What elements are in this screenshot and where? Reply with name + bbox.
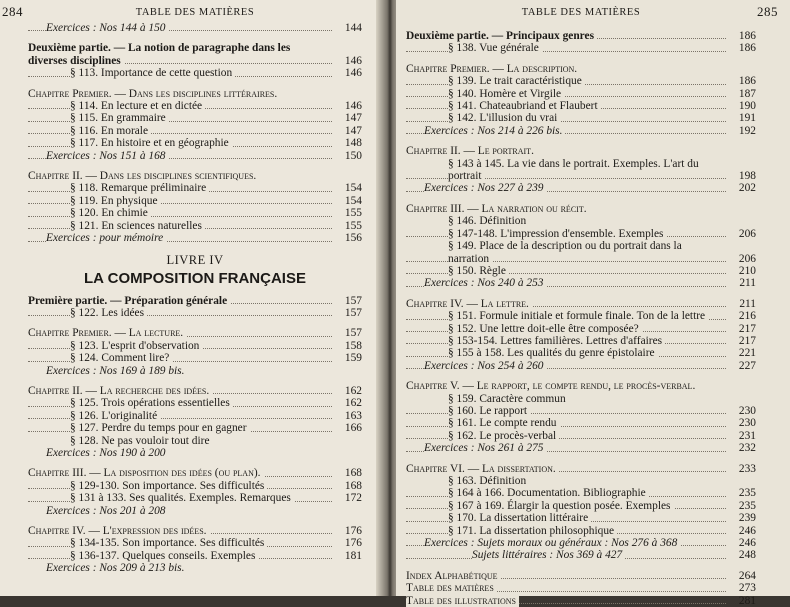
entry-page-number: 162 xyxy=(344,397,362,410)
entry-page-number: 230 xyxy=(738,404,756,417)
toc-exercises-entry xyxy=(28,505,362,517)
entry-page-number: 146 xyxy=(344,67,362,80)
entry-page-number: 146 xyxy=(344,54,362,67)
entry-page-number: 221 xyxy=(738,347,756,360)
entry-title: § 131 à 133. Ses qualités. Exemples. Remarques xyxy=(70,492,294,504)
entry-title: Chapitre V. — Le rapport, le compte rendu, le procès-verbal. xyxy=(406,380,698,392)
entry-page-number: 235 xyxy=(738,499,756,512)
entry-title: Exercices : Nos 254 à 260 xyxy=(424,360,546,372)
entry-title: Deuxième partie. — La notion de paragraphe dans les diverses disciplines xyxy=(28,42,291,67)
toc-section-entry xyxy=(28,352,362,364)
entry-title: § 149. Place de la description ou du portrait dans la narration xyxy=(448,240,682,265)
toc-part-entry xyxy=(28,295,362,307)
toc-section-entry xyxy=(406,335,756,347)
entry-page-number: 210 xyxy=(738,264,756,277)
toc-section-entry xyxy=(28,67,362,79)
entry-title: § 159. Caractère commun xyxy=(448,393,569,405)
entry-title: Première partie. — Préparation générale xyxy=(28,295,230,307)
entry-page-number: 230 xyxy=(738,417,756,430)
entry-title: Chapitre II. — La recherche des idées. xyxy=(28,385,212,397)
entry-title: § 117. En histoire et en géographie xyxy=(70,137,232,149)
toc-section-entry xyxy=(406,42,756,54)
toc-exercises-entry xyxy=(406,277,756,289)
entry-page-number: 202 xyxy=(738,182,756,195)
toc-section-entry xyxy=(406,215,756,227)
entry-title: Deuxième partie. — Principaux genres xyxy=(406,30,597,42)
entry-page-number: 157 xyxy=(344,306,362,319)
toc-section-entry xyxy=(406,112,756,124)
entry-page-number: 168 xyxy=(344,479,362,492)
entry-title: Exercices : Nos 261 à 275 xyxy=(424,442,546,454)
entry-title: Index Alphabétique xyxy=(406,570,501,582)
entry-title: § 129-130. Son importance. Ses difficultés xyxy=(70,480,267,492)
toc-section-entry xyxy=(28,100,362,112)
entry-page-number: 154 xyxy=(344,182,362,195)
entry-title: Exercices : Nos 201 à 208 xyxy=(46,505,168,517)
entry-page-number: 232 xyxy=(738,442,756,455)
toc-chapter-entry xyxy=(406,380,756,392)
toc-section-entry xyxy=(28,410,362,422)
entry-title: § 138. Vue générale xyxy=(448,42,542,54)
entry-page-number: 186 xyxy=(738,30,756,42)
entry-page-number: 157 xyxy=(344,294,362,307)
toc-chapter-entry xyxy=(406,203,756,215)
entry-title: Table des matières xyxy=(406,582,497,594)
entry-title: § 118. Remarque préliminaire xyxy=(70,182,209,194)
entry-page-number: 181 xyxy=(344,549,362,562)
entry-title: Chapitre III. — La disposition des idées (ou plan). xyxy=(28,467,264,479)
toc-chapter-entry xyxy=(406,582,756,594)
toc-exercises-entry xyxy=(28,365,362,377)
entry-page-number: 217 xyxy=(738,322,756,335)
entry-page-number: 186 xyxy=(738,75,756,88)
entry-page-number: 155 xyxy=(344,219,362,232)
entry-title: Chapitre IV. — L'expression des idées. xyxy=(28,525,210,537)
toc-section-entry xyxy=(406,265,756,277)
entry-title: § 115. En grammaire xyxy=(70,112,169,124)
toc-section-entry xyxy=(28,397,362,409)
toc-section-entry xyxy=(28,340,362,352)
toc-exercises-entry xyxy=(406,537,756,549)
entry-page-number: 150 xyxy=(344,149,362,162)
toc-part-entry xyxy=(406,30,756,42)
toc-exercises-entry xyxy=(406,360,756,372)
entry-page-number: 155 xyxy=(344,207,362,220)
entry-title: Exercices : Nos 227 à 239 xyxy=(424,182,546,194)
entry-page-number: 211 xyxy=(739,277,756,290)
entry-page-number: 172 xyxy=(344,492,362,505)
toc-section-entry xyxy=(406,417,756,429)
entry-title: § 124. Comment lire? xyxy=(70,352,172,364)
entry-title: Exercices : Nos 144 à 150 xyxy=(46,22,168,34)
entry-title: Exercices : Sujets moraux ou généraux : Nos 276 à 368 xyxy=(424,537,680,549)
entry-page-number: 248 xyxy=(738,549,756,562)
entry-title: § 116. En morale xyxy=(70,125,151,137)
entry-page-number: 216 xyxy=(738,310,756,323)
toc-exercises-entry xyxy=(406,182,756,194)
toc-exercises-entry xyxy=(28,562,362,574)
entry-title: § 152. Une lettre doit-elle être composée? xyxy=(448,323,642,335)
toc-section-entry xyxy=(406,158,756,183)
entry-page-number: 239 xyxy=(738,512,756,525)
entry-page-number: 281 xyxy=(738,594,756,607)
toc-chapter-entry xyxy=(28,327,362,339)
toc-section-entry xyxy=(28,125,362,137)
entry-title: Chapitre Premier. — La lecture. xyxy=(28,327,186,339)
entry-page-number: 206 xyxy=(738,252,756,265)
entry-title: Chapitre II. — Le portrait. xyxy=(406,145,537,157)
toc-section-entry xyxy=(28,207,362,219)
entry-title: § 121. En sciences naturelles xyxy=(70,220,205,232)
right-page xyxy=(396,0,790,607)
left-page xyxy=(0,0,384,596)
entry-title: § 167 à 169. Élargir la question posée. Exemples xyxy=(448,500,674,512)
toc-exercises-entry xyxy=(28,150,362,162)
toc-section-entry xyxy=(406,347,756,359)
toc-section-entry xyxy=(28,137,362,149)
right-page-number: 285 xyxy=(757,4,778,19)
entry-title: § 127. Perdre du temps pour en gagner xyxy=(70,422,250,434)
toc-chapter-entry xyxy=(28,385,362,397)
toc-part-entry xyxy=(28,42,362,67)
entry-page-number: 147 xyxy=(344,124,362,137)
toc-section-entry xyxy=(28,480,362,492)
entry-title: Exercices : Nos 209 à 213 bis. xyxy=(46,562,187,574)
right-running-title: TABLE DES MATIÈRES xyxy=(521,7,641,18)
entry-page-number: 235 xyxy=(738,487,756,500)
entry-title: § 114. En lecture et en dictée xyxy=(70,100,205,112)
entry-title: Exercices : pour mémoire xyxy=(46,232,166,244)
entry-page-number: 148 xyxy=(344,137,362,150)
toc-section-entry xyxy=(28,422,362,434)
left-page-header xyxy=(2,4,362,22)
entry-title: § 143 à 145. La vie dans le portrait. Exemples. L'art du portrait xyxy=(448,157,699,183)
entry-page-number: 144 xyxy=(344,22,362,34)
entry-title: § 162. Le procès-verbal xyxy=(448,430,559,442)
toc-section-entry xyxy=(28,435,362,447)
toc-section-entry xyxy=(28,112,362,124)
toc-section-entry xyxy=(28,307,362,319)
entry-title: Exercices : Nos 169 à 189 bis. xyxy=(46,365,187,377)
toc-section-entry xyxy=(406,323,756,335)
toc-section-entry xyxy=(28,220,362,232)
book-heading: LIVRE IV xyxy=(166,252,224,267)
entry-title: § 170. La dissertation littéraire xyxy=(448,512,591,524)
toc-section-entry xyxy=(28,195,362,207)
toc-section-entry xyxy=(406,487,756,499)
left-toc-entries xyxy=(28,22,362,575)
entry-title: Chapitre III. — La narration ou récit. xyxy=(406,203,590,215)
entry-title: Chapitre Premier. — La description. xyxy=(406,63,580,75)
entry-page-number: 231 xyxy=(738,429,756,442)
toc-chapter-entry xyxy=(406,145,756,157)
entry-title: § 155 à 158. Les qualités du genre épistolaire xyxy=(448,347,658,359)
toc-chapter-entry xyxy=(28,525,362,537)
toc-section-entry xyxy=(406,525,756,537)
entry-title: § 161. Le compte rendu xyxy=(448,417,560,429)
entry-title: § 113. Importance de cette question xyxy=(70,67,235,79)
toc-exercises-entry xyxy=(28,22,362,34)
toc-exercises-entry xyxy=(406,442,756,454)
entry-title: § 153-154. Lettres familières. Lettres d'affaires xyxy=(448,335,665,347)
entry-title: § 123. L'esprit d'observation xyxy=(70,340,202,352)
entry-title: Chapitre II. — Dans les disciplines scientifiques. xyxy=(28,170,259,182)
toc-chapter-entry xyxy=(28,88,362,100)
toc-chapter-entry xyxy=(406,570,756,582)
entry-title: § 122. Les idées xyxy=(70,307,147,319)
toc-chapter-entry xyxy=(406,463,756,475)
toc-section-entry xyxy=(406,512,756,524)
entry-page-number: 211 xyxy=(739,297,756,310)
entry-page-number: 246 xyxy=(738,524,756,537)
entry-title: § 126. L'originalité xyxy=(70,410,160,422)
entry-title: § 128. Ne pas vouloir tout dire xyxy=(70,435,213,447)
entry-page-number: 176 xyxy=(344,537,362,550)
entry-title: § 160. Le rapport xyxy=(448,405,530,417)
entry-title: Exercices : Nos 190 à 200 xyxy=(46,447,168,459)
entry-title: § 120. En chimie xyxy=(70,207,151,219)
entry-title: § 140. Homère et Virgile xyxy=(448,88,564,100)
toc-chapter-entry xyxy=(406,298,756,310)
entry-title: § 142. L'illusion du vrai xyxy=(448,112,560,124)
entry-title: § 151. Formule initiale et formule finale. Ton de la lettre xyxy=(448,310,708,322)
toc-section-entry xyxy=(28,492,362,504)
entry-page-number: 264 xyxy=(738,569,756,582)
toc-section-entry xyxy=(406,240,756,265)
toc-section-entry xyxy=(406,310,756,322)
toc-exercises-entry xyxy=(28,447,362,459)
toc-exercises-entry xyxy=(28,232,362,244)
toc-section-entry xyxy=(406,393,756,405)
entry-title: § 164 à 166. Documentation. Bibliographie xyxy=(448,487,649,499)
right-toc-entries xyxy=(406,30,756,607)
entry-title: § 146. Définition xyxy=(448,215,529,227)
entry-title: Exercices : Nos 214 à 226 bis. xyxy=(424,125,565,137)
entry-title: § 139. Le trait caractéristique xyxy=(448,75,585,87)
entry-page-number: 156 xyxy=(344,232,362,245)
entry-page-number: 147 xyxy=(344,112,362,125)
entry-page-number: 154 xyxy=(344,194,362,207)
toc-chapter-entry xyxy=(406,595,756,607)
entry-title: Chapitre VI. — La dissertation. xyxy=(406,463,559,475)
entry-title: Chapitre Premier. — Dans les disciplines littéraires. xyxy=(28,88,280,100)
entry-title: § 150. Règle xyxy=(448,265,509,277)
entry-page-number: 162 xyxy=(344,384,362,397)
entry-page-number: 166 xyxy=(344,422,362,435)
entry-title: § 147-148. L'impression d'ensemble. Exemples xyxy=(448,228,666,240)
entry-title: Sujets littéraires : Nos 369 à 427 xyxy=(472,549,625,561)
toc-section-entry xyxy=(406,228,756,240)
entry-page-number: 191 xyxy=(738,112,756,125)
entry-page-number: 233 xyxy=(738,462,756,475)
entry-title: § 134-135. Son importance. Ses difficultés xyxy=(70,537,267,549)
entry-page-number: 246 xyxy=(738,537,756,550)
entry-title: § 141. Chateaubriand et Flaubert xyxy=(448,100,601,112)
toc-chapter-entry xyxy=(28,467,362,479)
toc-section-entry xyxy=(406,405,756,417)
entry-page-number: 158 xyxy=(344,339,362,352)
toc-chapter-entry xyxy=(28,170,362,182)
right-page-header xyxy=(406,4,778,22)
entry-page-number: 206 xyxy=(738,227,756,240)
toc-section-entry xyxy=(406,500,756,512)
toc-section-entry xyxy=(406,100,756,112)
entry-page-number: 146 xyxy=(344,100,362,113)
entry-title: § 163. Définition xyxy=(448,475,529,487)
toc-section-entry xyxy=(406,88,756,100)
entry-page-number: 227 xyxy=(738,359,756,372)
entry-title: § 136-137. Quelques conseils. Exemples xyxy=(70,550,258,562)
entry-title: § 125. Trois opérations essentielles xyxy=(70,397,233,409)
entry-page-number: 159 xyxy=(344,352,362,365)
entry-page-number: 217 xyxy=(738,334,756,347)
left-page-number: 284 xyxy=(2,4,23,19)
entry-page-number: 192 xyxy=(738,124,756,137)
toc-chapter-entry xyxy=(406,63,756,75)
entry-title: Exercices : Nos 151 à 168 xyxy=(46,150,168,162)
entry-title: Table des illustrations xyxy=(406,595,519,607)
toc-section-entry xyxy=(28,537,362,549)
toc-exercises-entry xyxy=(406,125,756,137)
toc-section-entry xyxy=(406,430,756,442)
toc-section-entry xyxy=(406,75,756,87)
entry-title: Exercices : Nos 240 à 253 xyxy=(424,277,546,289)
toc-section-entry xyxy=(28,550,362,562)
entry-page-number: 198 xyxy=(738,170,756,183)
entry-page-number: 190 xyxy=(738,100,756,113)
toc-section-entry xyxy=(406,475,756,487)
section-title: LA COMPOSITION FRANÇAISE xyxy=(84,269,306,287)
entry-page-number: 168 xyxy=(344,467,362,480)
entry-title: Chapitre IV. — La lettre. xyxy=(406,298,532,310)
entry-page-number: 186 xyxy=(738,42,756,55)
entry-title: § 119. En physique xyxy=(70,195,161,207)
entry-page-number: 157 xyxy=(344,327,362,340)
toc-exercises-entry xyxy=(406,549,756,561)
toc-section-entry xyxy=(28,182,362,194)
left-running-title: TABLE DES MATIÈRES xyxy=(135,7,255,18)
entry-page-number: 273 xyxy=(738,582,756,595)
entry-page-number: 176 xyxy=(344,525,362,537)
entry-page-number: 187 xyxy=(738,87,756,100)
entry-title: § 171. La dissertation philosophique xyxy=(448,525,617,537)
entry-page-number: 163 xyxy=(344,409,362,422)
